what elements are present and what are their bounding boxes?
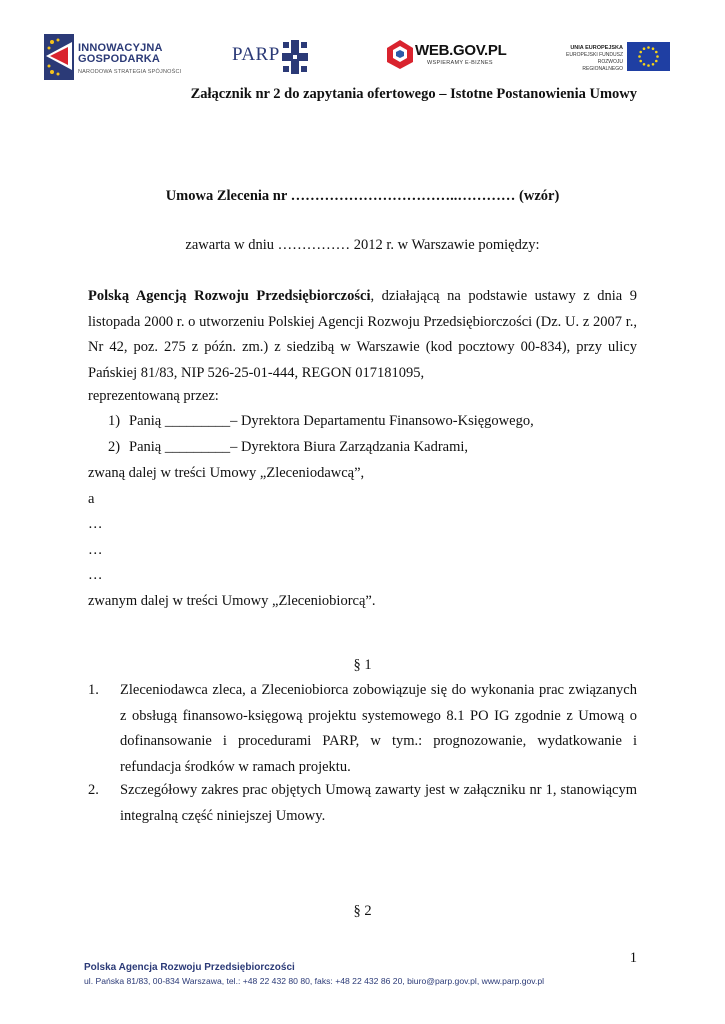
called-client: zwaną dalej w treści Umowy „Zleceniodawcą”, xyxy=(88,465,365,481)
header-logos xyxy=(0,30,725,85)
and-connector: a xyxy=(88,491,95,507)
represented-by: reprezentowaną przez: xyxy=(88,388,219,404)
innowacyjna-gospodarka-logo xyxy=(44,34,184,82)
representative-text: Panią _________– Dyrektora Biura Zarządzania Kadrami, xyxy=(129,439,469,455)
eu-star-icon xyxy=(647,64,650,67)
footer-address: ul. Pańska 81/83, 00-834 Warszawa, tel.: +48 22 432 80 80, faks: +48 22 432 86 20, biuro@parp.gov.pl, www.parp.gov.pl xyxy=(84,976,545,986)
item-number: 2. xyxy=(88,782,99,798)
section-2-heading: § 2 xyxy=(353,903,372,919)
item-number: 1. xyxy=(88,682,99,698)
web-gov-pl-logo xyxy=(385,38,507,78)
ig-logo-line1: INNOWACYJNA xyxy=(78,42,163,54)
ellipsis-line: … xyxy=(88,516,103,532)
eu-logo-line2: EUROPEJSKI FUNDUSZ xyxy=(566,52,623,58)
representative-item xyxy=(108,439,468,456)
eu-star-icon xyxy=(656,55,659,58)
eu-logo xyxy=(556,42,670,72)
representative-text: Panią _________– Dyrektora Departamentu Finansowo-Księgowego, xyxy=(129,413,534,429)
party1-details: , działającą na podstawie ustawy z dnia 9 listopada 2000 r. o utworzeniu Polskiej Agencji Rozwoju Przedsiębiorczości (Dz. U. z 2007 r., Nr 42, poz. 275 z późn. zm.) z siedzibą w Warszawie (kod pocztowy 00-834), przy ulicy Pańskiej 81/83, NIP 526-25-01-444, REGON 017181095, xyxy=(88,288,637,381)
eu-star-icon xyxy=(655,60,658,63)
eu-star-icon xyxy=(639,60,642,63)
eu-star-icon xyxy=(655,51,658,54)
page-number: 1 xyxy=(629,950,637,966)
eu-logo-line3: ROZWOJU REGIONALNEGO xyxy=(582,59,623,72)
web-gov-mark-icon xyxy=(385,38,415,70)
eu-star-icon xyxy=(643,63,646,66)
parp-logo-text: PARP xyxy=(232,44,280,65)
ellipsis-line: … xyxy=(88,567,103,583)
representative-number: 2) xyxy=(108,439,121,455)
eu-star-icon xyxy=(643,47,646,50)
parp-logo xyxy=(232,40,312,80)
annex-title: Załącznik nr 2 do zapytania ofertowego – Istotne Postanowienia Umowy xyxy=(190,86,637,102)
ig-flag-icon xyxy=(44,34,74,80)
page-footer xyxy=(84,962,544,986)
parp-mark-icon xyxy=(282,40,308,74)
eu-flag-icon xyxy=(627,42,670,71)
web-gov-logo-subtitle: WSPIERAMY E-BIZNES xyxy=(427,60,493,66)
footer-organization: Polska Agencja Rozwoju Przedsiębiorczości xyxy=(84,962,295,973)
eu-star-icon xyxy=(652,47,655,50)
party1-name: Polską Agencją Rozwoju Przedsiębiorczości xyxy=(88,288,371,304)
representative-number: 1) xyxy=(108,413,121,429)
concluded-line: zawarta w dniu …………… 2012 r. w Warszawie pomiędzy: xyxy=(185,237,540,253)
contract-title: Umowa Zlecenia nr ……………………………..………… (wzór) xyxy=(165,188,560,204)
eu-star-icon xyxy=(638,55,641,58)
item-text: Zleceniodawca zleca, a Zleceniobiorca zobowiązuje się do wykonania prac związanych z obsługą finansowo-księgową projektu systemowego 8.1 PO IG zgodnie z Umową o dofinansowanie i procedurami PARP, w tym.: prognozowanie, wydatkowanie i refundacja środków w ramach projektu. xyxy=(120,682,637,775)
ig-logo-line3: NARODOWA STRATEGIA SPÓJNOŚCI xyxy=(78,69,182,75)
representative-item xyxy=(108,413,534,430)
called-contractor: zwanym dalej w treści Umowy „Zleceniobiorcą”. xyxy=(88,593,376,609)
eu-star-icon xyxy=(639,51,642,54)
eu-star-icon xyxy=(652,63,655,66)
ellipsis-line: … xyxy=(88,542,103,558)
ig-logo-line2: GOSPODARKA xyxy=(78,53,161,65)
party1-paragraph xyxy=(88,284,637,386)
web-gov-logo-text: WEB.GOV.PL xyxy=(415,42,507,59)
item-text: Szczegółowy zakres prac objętych Umową zawarty jest w załączniku nr 1, stanowiącym integralną część niniejszej Umowy. xyxy=(120,782,637,824)
eu-logo-line1: UNIA EUROPEJSKA xyxy=(570,45,623,51)
section-1-heading: § 1 xyxy=(353,657,372,673)
eu-star-icon xyxy=(647,46,650,49)
